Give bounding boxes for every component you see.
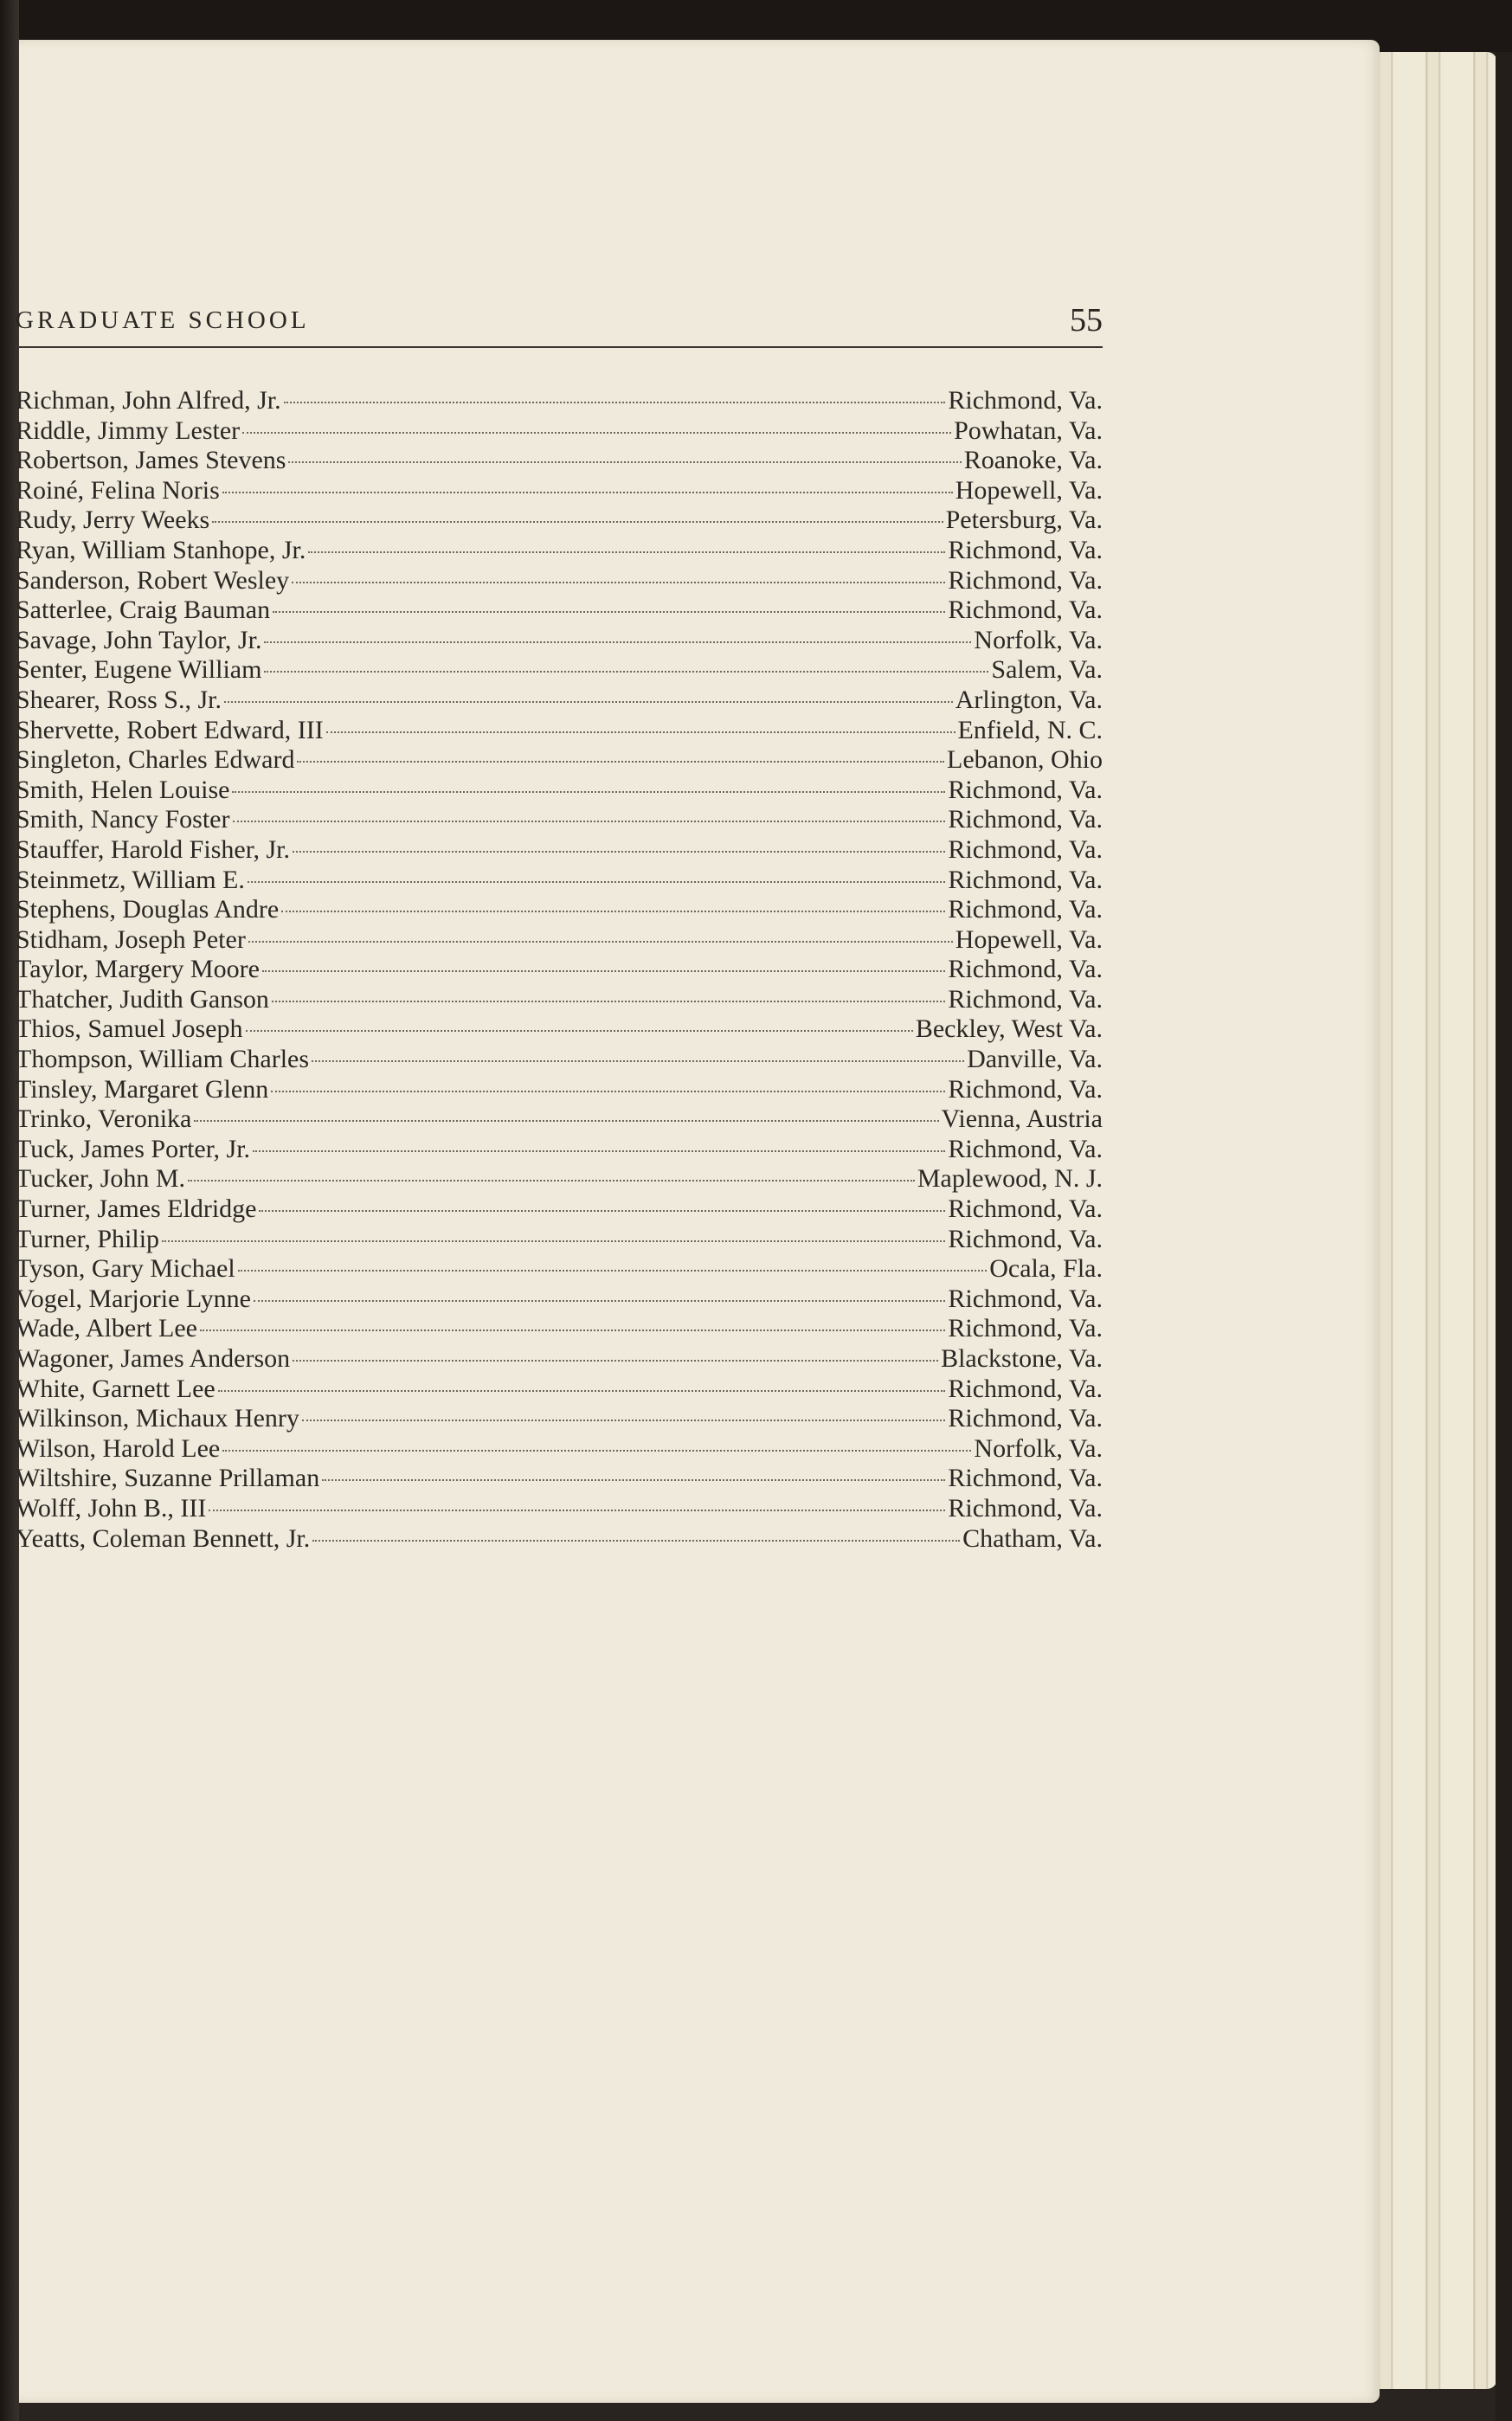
entry-name: Stephens, Douglas Andre [16, 895, 280, 924]
dot-leader [242, 432, 951, 434]
list-item [16, 1464, 1103, 1494]
entry-name: Steinmetz, William E. [16, 865, 245, 894]
entry-name: Vogel, Marjorie Lynne [16, 1284, 251, 1313]
list-item [16, 1225, 1103, 1255]
list-item [16, 655, 1103, 686]
dot-leader [253, 1150, 945, 1152]
dot-leader [248, 941, 953, 943]
dot-leader [312, 1060, 964, 1062]
entry-name: Wilkinson, Michaux Henry [16, 1404, 299, 1433]
list-item [16, 866, 1103, 896]
entry-name: Trinko, Veronika [16, 1104, 192, 1134]
page-header [16, 301, 1103, 348]
entry-name: Sanderson, Robert Wesley [16, 565, 290, 595]
running-head: GRADUATE SCHOOL [16, 306, 310, 334]
entry-hometown: Richmond, Va. [948, 955, 1103, 984]
dot-leader [322, 1479, 945, 1481]
entry-name: Turner, Philip [16, 1224, 160, 1253]
dot-leader [312, 1540, 960, 1542]
list-item [16, 1164, 1103, 1194]
dot-leader [194, 1120, 938, 1122]
entry-name: Wiltshire, Suzanne Prillaman [16, 1464, 320, 1493]
entry-name: Ryan, William Stanhope, Jr. [16, 535, 306, 564]
entry-hometown: Maplewood, N. J. [917, 1164, 1103, 1194]
entry-name: Wade, Albert Lee [16, 1314, 197, 1343]
dot-leader [262, 970, 945, 972]
entry-name: White, Garnett Lee [16, 1374, 216, 1403]
entry-hometown: Richmond, Va. [948, 1134, 1103, 1163]
entry-name: Satterlee, Craig Bauman [16, 596, 271, 625]
list-item [16, 1254, 1103, 1285]
student-list [16, 386, 1103, 1554]
entry-hometown: Richmond, Va. [948, 1314, 1103, 1343]
entry-name: Thompson, William Charles [16, 1045, 310, 1074]
dot-leader [272, 1001, 945, 1002]
entry-hometown: Richmond, Va. [948, 865, 1103, 894]
entry-name: Riddle, Jimmy Lester [16, 415, 241, 445]
dot-leader [273, 611, 945, 613]
entry-hometown: Ocala, Fla. [989, 1254, 1103, 1284]
entry-name: Tinsley, Margaret Glenn [16, 1074, 269, 1104]
list-item [16, 686, 1103, 716]
list-item [16, 596, 1103, 626]
entry-hometown: Richmond, Va. [948, 895, 1103, 924]
entry-name: Senter, Eugene William [16, 655, 262, 685]
dot-leader [222, 1450, 971, 1452]
dot-leader [248, 881, 946, 883]
list-item [16, 1434, 1103, 1465]
dot-leader [162, 1240, 945, 1242]
entry-hometown: Richmond, Va. [948, 565, 1103, 595]
dot-leader [284, 402, 946, 403]
list-item [16, 1404, 1103, 1434]
list-item [16, 985, 1103, 1015]
list-item [16, 566, 1103, 596]
scan-background-right [1496, 52, 1512, 2421]
dot-leader [293, 851, 945, 853]
list-item [16, 1375, 1103, 1405]
entry-hometown: Richmond, Va. [948, 1374, 1103, 1403]
dot-leader [232, 791, 945, 793]
list-item [16, 1524, 1103, 1555]
entry-hometown: Richmond, Va. [948, 1194, 1103, 1224]
list-item [16, 925, 1103, 956]
list-item [16, 626, 1103, 656]
entry-name: Taylor, Margery Moore [16, 955, 260, 984]
entry-name: Tyson, Gary Michael [16, 1254, 235, 1284]
list-item [16, 805, 1103, 835]
entry-name: Robertson, James Stevens [16, 446, 286, 475]
dot-leader [271, 1091, 945, 1092]
dot-leader [224, 701, 953, 703]
list-item [16, 1194, 1103, 1225]
list-item [16, 1075, 1103, 1105]
dot-leader [293, 1360, 938, 1362]
dot-leader [297, 761, 944, 763]
dot-leader [218, 1390, 946, 1392]
list-item [16, 835, 1103, 866]
dot-leader [326, 731, 955, 733]
entry-name: Savage, John Taylor, Jr. [16, 625, 262, 654]
list-item [16, 1344, 1103, 1375]
entry-hometown: Richmond, Va. [948, 834, 1103, 864]
entry-name: Wagoner, James Anderson [16, 1344, 291, 1373]
entry-name: Wilson, Harold Lee [16, 1433, 221, 1463]
list-item [16, 1135, 1103, 1165]
dot-leader [288, 461, 961, 463]
list-item [16, 895, 1103, 925]
entry-hometown: Richmond, Va. [948, 1493, 1103, 1523]
entry-name: Singleton, Charles Edward [16, 745, 295, 775]
entry-hometown: Richmond, Va. [948, 535, 1103, 564]
dot-leader [292, 582, 945, 583]
list-item [16, 955, 1103, 985]
entry-hometown: Vienna, Austria [941, 1104, 1103, 1134]
entry-name: Wolff, John B., III [16, 1493, 207, 1523]
list-item [16, 745, 1103, 776]
entry-name: Richman, John Alfred, Jr. [16, 386, 281, 415]
entry-name: Yeatts, Coleman Bennett, Jr. [16, 1523, 311, 1553]
entry-hometown: Richmond, Va. [948, 1224, 1103, 1253]
entry-name: Thios, Samuel Joseph [16, 1014, 243, 1044]
entry-hometown: Richmond, Va. [948, 1284, 1103, 1313]
list-item [16, 1285, 1103, 1315]
dot-leader [281, 911, 945, 912]
entry-name: Tucker, John M. [16, 1164, 186, 1194]
entry-hometown: Richmond, Va. [948, 386, 1103, 415]
entry-hometown: Enfield, N. C. [957, 715, 1103, 744]
list-item [16, 536, 1103, 566]
list-item [16, 505, 1103, 536]
entry-hometown: Norfolk, Va. [974, 625, 1103, 654]
dot-leader [264, 641, 971, 643]
entry-hometown: Hopewell, Va. [955, 924, 1103, 954]
entry-name: Shervette, Robert Edward, III [16, 715, 324, 744]
dot-leader [254, 1300, 946, 1302]
dot-leader [308, 551, 945, 553]
list-item [16, 776, 1103, 806]
dot-leader [246, 1030, 913, 1032]
list-item [16, 386, 1103, 416]
entry-hometown: Richmond, Va. [948, 596, 1103, 625]
entry-hometown: Lebanon, Ohio [947, 745, 1103, 775]
entry-name: Turner, James Eldridge [16, 1194, 257, 1224]
list-item [16, 446, 1103, 476]
list-item [16, 716, 1103, 746]
entry-name: Roiné, Felina Noris [16, 475, 220, 505]
dot-leader [302, 1420, 945, 1421]
entry-hometown: Petersburg, Va. [945, 505, 1103, 535]
list-item [16, 1104, 1103, 1135]
entry-hometown: Richmond, Va. [948, 775, 1103, 804]
entry-hometown: Norfolk, Va. [974, 1433, 1103, 1463]
list-item [16, 476, 1103, 506]
dot-leader [209, 1510, 945, 1511]
entry-name: Stidham, Joseph Peter [16, 924, 246, 954]
entry-hometown: Powhatan, Va. [954, 415, 1103, 445]
entry-name: Stauffer, Harold Fisher, Jr. [16, 834, 290, 864]
entry-hometown: Salem, Va. [991, 655, 1103, 685]
entry-hometown: Roanoke, Va. [963, 446, 1103, 475]
entry-hometown: Richmond, Va. [948, 984, 1103, 1014]
entry-name: Rudy, Jerry Weeks [16, 505, 210, 535]
dot-leader [200, 1330, 945, 1331]
dot-leader [188, 1180, 915, 1182]
entry-hometown: Richmond, Va. [948, 1404, 1103, 1433]
list-item [16, 1045, 1103, 1075]
dot-leader [264, 671, 988, 673]
entry-hometown: Richmond, Va. [948, 1464, 1103, 1493]
entry-hometown: Hopewell, Va. [955, 475, 1103, 505]
entry-name: Shearer, Ross S., Jr. [16, 685, 222, 714]
entry-name: Smith, Helen Louise [16, 775, 230, 804]
list-item [16, 1494, 1103, 1524]
entry-name: Smith, Nancy Foster [16, 805, 230, 834]
entry-hometown: Chatham, Va. [962, 1523, 1103, 1553]
entry-hometown: Richmond, Va. [948, 1074, 1103, 1104]
dot-leader [212, 521, 943, 523]
entry-hometown: Arlington, Va. [955, 685, 1103, 714]
page-number: 55 [1070, 302, 1103, 338]
dot-leader [259, 1210, 945, 1212]
entry-hometown: Blackstone, Va. [941, 1344, 1103, 1373]
list-item [16, 416, 1103, 447]
list-item [16, 1014, 1103, 1045]
entry-hometown: Danville, Va. [967, 1045, 1103, 1074]
list-item [16, 1314, 1103, 1344]
entry-name: Thatcher, Judith Ganson [16, 984, 269, 1014]
entry-hometown: Richmond, Va. [948, 805, 1103, 834]
dot-leader [222, 492, 953, 493]
dot-leader [238, 1270, 988, 1272]
entry-name: Tuck, James Porter, Jr. [16, 1134, 251, 1163]
entry-hometown: Beckley, West Va. [915, 1014, 1103, 1044]
dot-leader [233, 821, 946, 822]
